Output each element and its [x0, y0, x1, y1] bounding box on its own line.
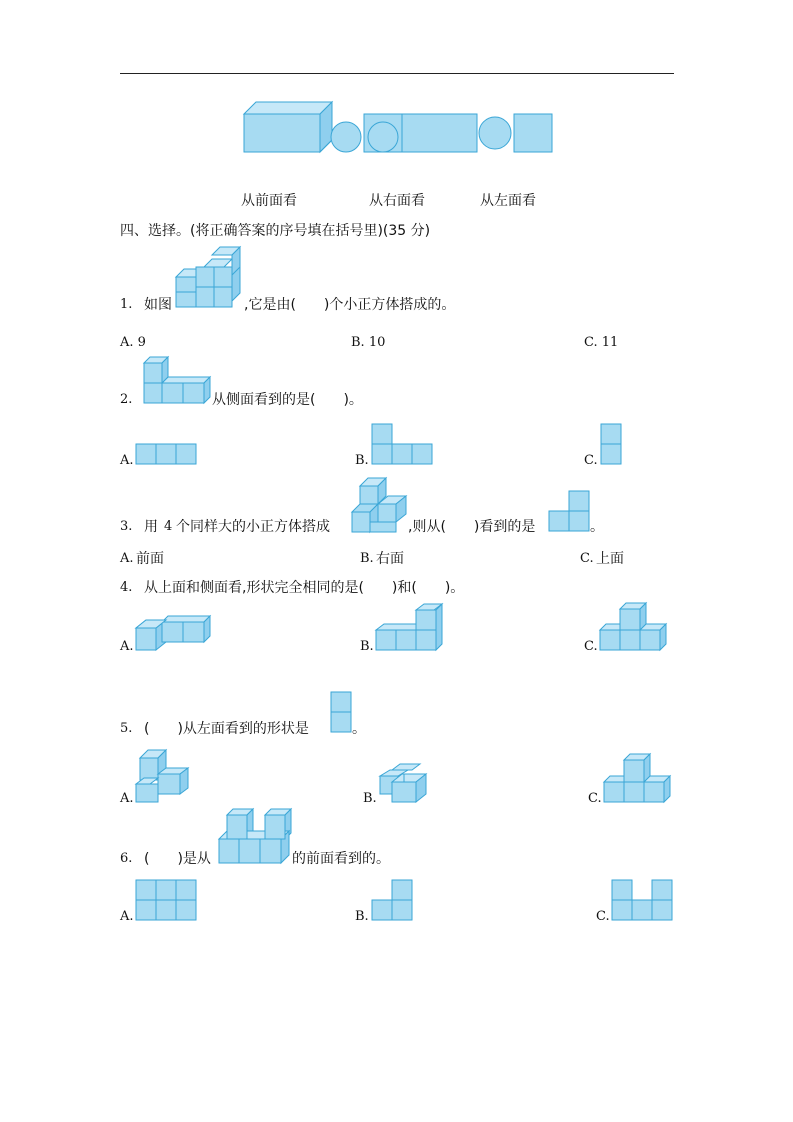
q2-option-a: A.: [120, 453, 134, 468]
q5-text: ( )从左面看到的形状是: [144, 721, 309, 737]
q1-option-b: B. 10: [351, 335, 386, 350]
q1-option-c: C. 11: [584, 335, 619, 350]
q1-number: 1.: [120, 297, 133, 312]
q3-option-c-letter: C.: [580, 551, 594, 566]
q2-option-b: B.: [355, 453, 369, 468]
q3-option-c-text: 上面: [596, 551, 624, 567]
q4-option-b: B.: [360, 639, 374, 654]
q3-pre-text-a: 用: [144, 519, 158, 535]
q4-option-a: A.: [120, 639, 134, 654]
q2-option-b-figure: [372, 424, 432, 466]
q3-view-figure: [549, 491, 591, 533]
q2-l-shape-figure: [144, 357, 214, 405]
front-view-circle: [331, 122, 361, 152]
right-view-shape: [364, 114, 402, 152]
q6-post-text: 的前面看到的。: [292, 851, 390, 867]
q3-number: 3.: [120, 519, 133, 534]
q3-option-b-letter: B.: [360, 551, 374, 566]
q6-number: 6.: [120, 851, 133, 866]
q5-end-text: 。: [352, 721, 366, 737]
q4-number: 4.: [120, 580, 133, 595]
front-view-cuboid: [244, 102, 332, 152]
q6-option-c-figure: [612, 880, 672, 922]
left-view-circle: [479, 117, 511, 149]
q6-option-a: A.: [120, 909, 134, 924]
q6-option-b-figure: [372, 880, 414, 922]
q3-four-cubes-figure: [352, 478, 408, 534]
q6-pre-text: ( )是从: [144, 851, 211, 867]
q3-option-a-text: 前面: [136, 551, 164, 567]
right-view-rect: [402, 114, 477, 152]
q1-cube-stack-figure: [176, 247, 246, 311]
q6-option-c: C.: [596, 909, 610, 924]
q5-option-a: A.: [120, 791, 134, 806]
q3-pre-text-b: 个同样大的小正方体搭成: [176, 519, 330, 535]
q2-option-c-figure: [601, 424, 623, 466]
q6-castle-figure: [219, 809, 295, 865]
q2-option-a-figure: [136, 444, 196, 466]
label-right-view: 从右面看: [369, 193, 425, 209]
q5-option-b: B.: [363, 791, 377, 806]
q5-option-a-figure: [136, 750, 192, 804]
q2-number: 2.: [120, 392, 133, 407]
q5-view-figure: [331, 692, 353, 734]
q1-post-text: ,它是由( )个小正方体搭成的。: [244, 297, 456, 313]
q1-pre-text: 如图: [144, 297, 172, 313]
q4-option-c: C.: [584, 639, 598, 654]
q4-option-c-figure: [600, 603, 668, 653]
q1-option-a: A. 9: [120, 335, 146, 350]
top-rule: [120, 73, 674, 74]
section-title: 四、选择。(将正确答案的序号填在括号里)(35 分): [120, 223, 431, 239]
label-front-view: 从前面看: [241, 193, 297, 209]
q2-post-text: 从侧面看到的是( )。: [212, 392, 363, 408]
q5-number: 5.: [120, 721, 133, 736]
q3-mid-text: ,则从( )看到的是: [408, 519, 536, 535]
q5-option-c: C.: [588, 791, 602, 806]
q3-end-text: 。: [590, 519, 604, 535]
label-left-view: 从左面看: [480, 193, 536, 209]
q3-option-b-text: 右面: [376, 551, 404, 567]
left-view-square: [514, 114, 552, 152]
q4-text: 从上面和侧面看,形状完全相同的是( )和( )。: [144, 580, 465, 596]
q4-option-b-figure: [376, 604, 446, 652]
q5-option-c-figure: [604, 754, 674, 804]
q4-option-a-figure: [136, 616, 212, 652]
q2-option-c: C.: [584, 453, 598, 468]
q5-option-b-figure: [380, 764, 430, 804]
views-figure-strip: [240, 98, 560, 158]
q3-pre-number: 4: [164, 519, 173, 534]
q6-option-b: B.: [355, 909, 369, 924]
q3-option-a-letter: A.: [120, 551, 134, 566]
q6-option-a-figure: [136, 880, 196, 922]
